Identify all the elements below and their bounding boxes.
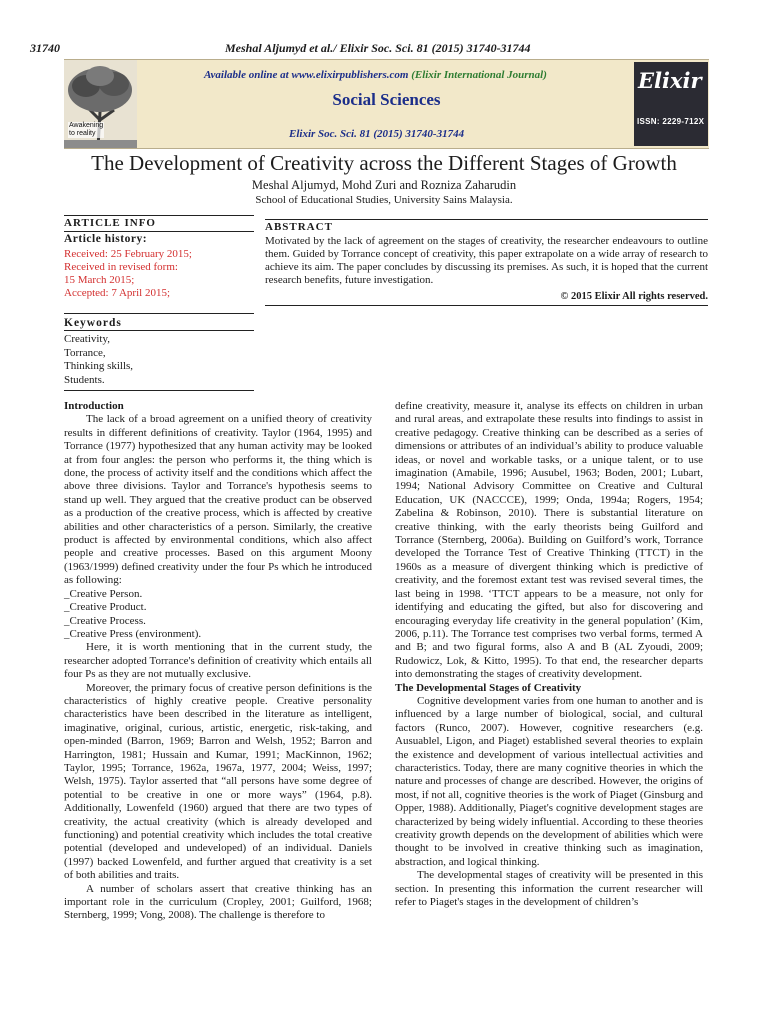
keyword: Students. [64, 373, 105, 386]
divider [64, 390, 254, 391]
body-column-left [64, 400, 372, 923]
paragraph: Cognitive development varies from one human to another and is influenced by a large number of biological, social, and cultural factors (Runco, 2007). However, cognitive researchers (e.g. Ausuablel, Ligon, and Piaget) established several theories to explain the existence and development of various intellectual activities and characteristics. Today, there are many cognitive theories in which the nature and processes of change are described. However, the origins of most, if not all, cognitive theories is the work of Piaget (Ginsburg and Opper, 1988). Additionally, Piaget's cognitive development stages are characterized by being widely influential. According to these theories creativity growth depends on the development of abilities which were thought to be involved in creative thinking such as imagination, abstraction, and logical thinking. [395, 694, 703, 868]
keywords-heading: Keywords [64, 317, 122, 329]
elixir-logo [634, 62, 708, 146]
tree-caption [68, 122, 104, 138]
affiliation: School of Educational Studies, University Sains Malaysia. [255, 194, 513, 206]
divider [64, 231, 254, 232]
availability-line [204, 69, 547, 81]
keyword: Thinking skills, [64, 360, 134, 372]
body-column-right [395, 400, 703, 909]
keyword: Creativity, [64, 333, 111, 345]
divider [64, 330, 254, 331]
paragraph: define creativity, measure it, analyse its effects on children in urban and rural areas, and extrapolate these results into findings to assist in creative pedagogy. Creative thinking can be described as a series of dimensions or attributes of an individual’s ability to produce valuable ideas, or novel and workable tasks, or a unique talent, or to use imagination (Amabile, 1996; Ausubel, 1963; Boden, 2001; Lubart, 1994; National Advisory Committee on Creative and Cultural Education, UK (NACCCE), 1999; Onda, 1994a; Rogers, 1954; Zabelina & Robinson, 2010). There is substantial literature on creative thinking, with the early theorists being Guilford and Torrance (Sternberg, 2006a). Building on Guilford’s work, Torrance developed the Torrance Test of Creative Thinking (TTCT) in the 1960s as a measure of divergent thinking which is predictive of creativity, and the foremost extant test was revised several times, the last being in 1998. ‘TTCT appears to be a measure, not only for identifying and educating the gifted, but also for discovering and encouraging everyday life creativity in the general population’ (Kim, 2006, p.11). The Torrance test comprises two verbal forms, termed A and B; and two figural forms, also A and B (AL Zyoudi, 2009; Rudowicz, Lok, & Kitto, 1995). To that end, the researcher departs into demonstrating the stages of creativity development. [395, 400, 703, 681]
tree-caption-line-2: to reality [69, 130, 96, 137]
divider [64, 215, 254, 216]
article-history-list [64, 248, 254, 300]
article-info-heading: ARTICLE INFO [64, 217, 156, 229]
divider [265, 305, 708, 306]
paragraph: A number of scholars assert that creative thinking has an important role in the curriculum (Cropley, 2001; Guilford, 1968; Sternberg, 1999; Vong, 2008). The challenge is therefore to [64, 882, 372, 922]
abstract-text: Motivated by the lack of agreement on the stages of creativity, the researcher endeavours to outline them. Guided by Torrance concept of creativity, this paper extrapolate on a wide array of research to achieve its aim. The paper concludes by discussing its premises. As such, it is hoped that the current research benefits, future investigation. [265, 235, 708, 286]
paragraph: Moreover, the primary focus of creative person definitions is the characteristics of highly creative people. Creative personality characteristics have been described in the literature as intelligent, imaginative, original, curious, artistic, energetic, risk-taking, and open-minded (Barron, 1969; Barron and Welsh, 1952; Barron and Harrington, 1981; Hussain and Kumar, 1991; MacKinnon, 1962; Taylor, 1995; Torrance, 1962a, 1967a, 1977, 2004; Weiss, 1997; Welsh, 1975). Taylor asserted that “all persons have some degree of potential to be creative in one or more ways” (1964, p.8). Additionally, Lowenfeld (1960) argued that there are two types of creativity, the actual creativity (which is already developed and functioning) and potential creativity which includes the total creative potential (developed and undeveloped) of an individual. Daniels (1997) backed Lowenfeld, and further argued that creativity is a set of both abilities and traits. [64, 681, 372, 882]
publisher-url[interactable]: Available online at www.elixirpublishers.com [204, 69, 409, 81]
paragraph: Here, it is worth mentioning that in the current study, the researcher adopted Torrance's definition of creativity which entails all four Ps as they are not mutually exclusive. [64, 641, 372, 681]
section-heading: The Developmental Stages of Creativity [395, 681, 582, 694]
paper-title: The Development of Creativity across the Different Stages of Growth [91, 151, 677, 175]
paragraph: The lack of a broad agreement on a unified theory of creativity results in different definitions of creativity. Taylor (1964, 1995) and Torrance (1977) hypothesized that any human activity may be looked at from four angles: the person who performs it, the thing which is done, the process of activity itself and the conditions which affect the above three divisions. Taylor and Torrance's hypothesis seems to stand up well. They argued that the creative product can be observed as a production of the creative process, which is affected by creative abilities and other characteristics of a person. Similarly, the creative product is affected by environmental conditions, which also affect people and creative processes. Based on this argument Moony (1963/1999) defined creativity under the four Ps which he introduced as following: [64, 413, 372, 587]
history-item: 15 March 2015; [64, 274, 135, 286]
copyright: © 2015 Elixir All rights reserved. [560, 291, 708, 302]
history-item: Received in revised form: [64, 261, 178, 273]
running-head: Meshal Aljumyd et al./ Elixir Soc. Sci. 81 (2015) 31740-31744 [225, 41, 531, 55]
history-item: Accepted: 7 April 2015; [64, 287, 171, 299]
journal-banner [64, 59, 709, 149]
abstract-heading: ABSTRACT [265, 221, 333, 233]
authors: Meshal Aljumyd, Mohd Zuri and Rozniza Zaharudin [251, 178, 517, 192]
banner-citation: Elixir Soc. Sci. 81 (2015) 31740-31744 [289, 128, 465, 140]
paragraph: The developmental stages of creativity will be presented in this section. In presenting this information the current researcher will refer to Piaget's stages in the development of children’s [395, 869, 703, 909]
section-title: Social Sciences [332, 90, 441, 109]
history-item: Received: 25 February 2015; [64, 248, 192, 260]
section-heading: Introduction [64, 400, 124, 412]
keyword: Torrance, [64, 346, 106, 359]
list-item: _Creative Process. [64, 614, 146, 627]
journal-name: (Elixir International Journal) [411, 69, 547, 81]
tree-caption-line-1: Awakening [69, 122, 104, 129]
list-item: _Creative Person. [64, 587, 143, 600]
page-number: 31740 [30, 41, 60, 55]
list-item: _Creative Product. [64, 601, 147, 614]
list-item: _Creative Press (environment). [64, 627, 202, 640]
keywords-list [64, 333, 254, 387]
divider [265, 219, 708, 220]
elixir-logo-word: Elixir [638, 68, 702, 93]
issn-label: ISSN: 2229-712X [637, 117, 705, 126]
divider [64, 313, 254, 314]
article-history-heading: Article history: [64, 233, 148, 245]
